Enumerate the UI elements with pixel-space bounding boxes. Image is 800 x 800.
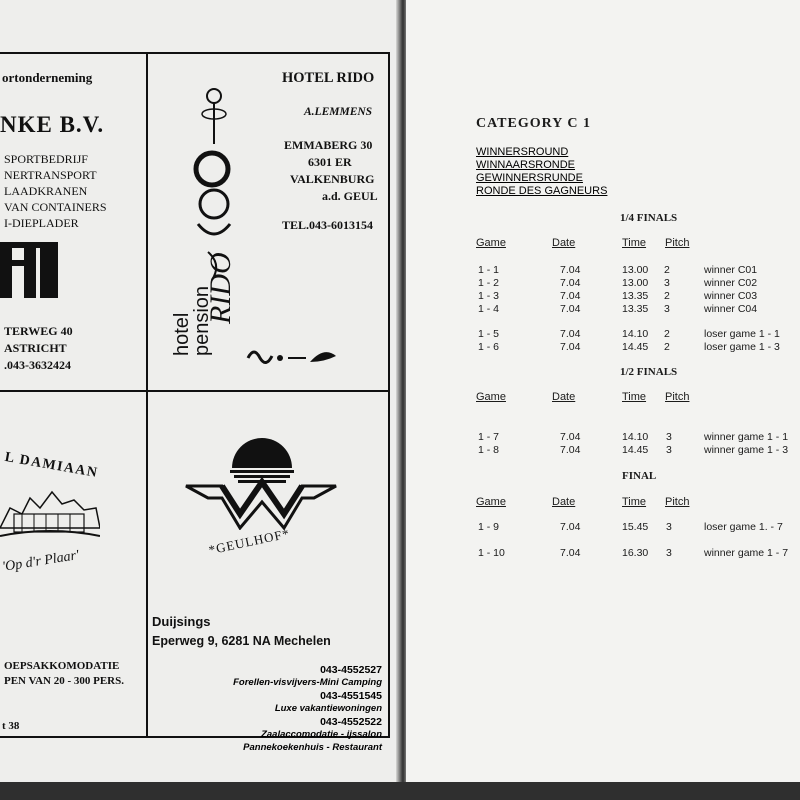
- cell-game: 1 - 9: [478, 521, 500, 533]
- cell-pitch: 3: [664, 303, 670, 315]
- ad-transport-company-name: NKE B.V.: [0, 112, 105, 137]
- ad-transport-line: NERTRANSPORT: [4, 168, 97, 182]
- cell-time: 15.45: [622, 521, 649, 533]
- cell-time: 13.00: [622, 277, 649, 289]
- ad-transport-line: ortonderneming: [2, 70, 93, 85]
- cell-time: 14.45: [622, 341, 649, 353]
- round-title: WINNERSROUND: [476, 146, 569, 158]
- cell-date: 7.04: [560, 444, 581, 456]
- header-date: Date: [552, 496, 576, 508]
- geulhof-logo-text: *GEULHOF*: [207, 525, 292, 558]
- cell-game: 1 - 3: [478, 290, 500, 302]
- ad-transport-line: I-DIEPLADER: [4, 216, 79, 230]
- right-page-schedule: [406, 0, 800, 800]
- hotel-rido-logo-icon: [168, 74, 250, 364]
- header-time: Time: [622, 496, 647, 508]
- ad-geulhof: [148, 392, 390, 753]
- cell-pitch: 3: [666, 521, 672, 533]
- cell-pitch: 2: [664, 328, 670, 340]
- cell-note: winner C01: [704, 264, 758, 276]
- cell-game: 1 - 10: [478, 547, 505, 559]
- cell-time: 14.45: [622, 444, 649, 456]
- cell-date: 7.04: [560, 277, 581, 289]
- header-date: Date: [552, 391, 576, 403]
- cell-game: 1 - 7: [478, 431, 500, 443]
- building-illustration-icon: [0, 478, 100, 542]
- header-pitch: Pitch: [665, 391, 690, 403]
- damiaan-line: OEPSAKKOMODATIE: [4, 660, 120, 672]
- header-time: Time: [622, 391, 647, 403]
- geulhof-details: [233, 664, 382, 755]
- geulhof-detail-line: 043-4552522: [320, 716, 382, 728]
- cell-date: 7.04: [560, 303, 581, 315]
- round-title: GEWINNERSRUNDE: [476, 172, 583, 184]
- cell-time: 16.30: [622, 547, 649, 559]
- header-game: Game: [476, 391, 506, 403]
- header-game: Game: [476, 237, 506, 249]
- cell-game: 1 - 2: [478, 277, 500, 289]
- section-title-final: FINAL: [622, 470, 657, 482]
- category-heading: CATEGORY C 1: [476, 116, 591, 131]
- hotel-rido-owner: A.LEMMENS: [304, 106, 373, 118]
- cell-time: 14.10: [622, 328, 649, 340]
- cell-note: winner C04: [704, 303, 758, 315]
- ad-transport-company: [0, 54, 146, 390]
- geulhof-company: Duijsings: [152, 614, 211, 629]
- hotel-rido-city: VALKENBURG: [290, 172, 375, 186]
- cell-pitch: 2: [664, 264, 670, 276]
- geulhof-address: Eperweg 9, 6281 NA Mechelen: [152, 634, 331, 648]
- cell-time: 13.00: [622, 264, 649, 276]
- section-title-semi-finals: 1/2 FINALS: [620, 366, 678, 378]
- cell-game: 1 - 6: [478, 341, 500, 353]
- ad-transport-line: SPORTBEDRIJF: [4, 152, 88, 166]
- ad-transport-phone: .043-3632424: [4, 358, 71, 372]
- ad-transport-city: ASTRICHT: [4, 341, 67, 355]
- cell-pitch: 2: [664, 341, 670, 353]
- ad-damiaan: [0, 392, 146, 738]
- cell-note: winner game 1 - 3: [704, 444, 789, 456]
- geulhof-logo-icon: [184, 424, 338, 530]
- svg-text:pension: pension: [191, 285, 213, 356]
- ad-hotel-rido: [148, 54, 390, 390]
- geulhof-detail-line: Pannekoekenhuis - Restaurant: [243, 742, 382, 753]
- damiaan-banner: 'Op d'r Plaar': [1, 548, 81, 575]
- cell-time: 14.10: [622, 431, 649, 443]
- hotel-rido-postcode: 6301 ER: [308, 155, 352, 169]
- damiaan-line: PEN VAN 20 - 300 PERS.: [4, 675, 124, 687]
- damiaan-arc-text: L DAMIAAN: [3, 449, 100, 482]
- hotel-rido-name: HOTEL RIDO: [282, 70, 375, 86]
- cell-note: loser game 1 - 1: [704, 328, 780, 340]
- cell-game: 1 - 8: [478, 444, 500, 456]
- geulhof-detail-line: Forellen-visvijvers-Mini Camping: [233, 677, 382, 688]
- cell-pitch: 3: [666, 444, 672, 456]
- cell-date: 7.04: [560, 290, 581, 302]
- cell-pitch: 3: [666, 547, 672, 559]
- cell-date: 7.04: [560, 431, 581, 443]
- geulhof-detail-line: 043-4552527: [320, 664, 382, 676]
- cell-game: 1 - 1: [478, 264, 500, 276]
- geulhof-detail-line: Zaalaccomodatie - ijssalon: [261, 729, 382, 740]
- cell-pitch: 3: [666, 431, 672, 443]
- cell-time: 13.35: [622, 290, 649, 302]
- ad-transport-street: TERWEG 40: [4, 324, 73, 338]
- cell-note: winner game 1 - 7: [704, 547, 789, 559]
- cell-date: 7.04: [560, 547, 581, 559]
- cell-note: winner game 1 - 1: [704, 431, 789, 443]
- hotel-rido-phone: TEL.043-6013154: [282, 218, 374, 232]
- cell-note: loser game 1. - 7: [704, 521, 783, 533]
- svg-text:RIDO: RIDO: [204, 252, 237, 324]
- ornament-icon: [244, 344, 340, 370]
- header-pitch: Pitch: [665, 237, 690, 249]
- cell-note: winner C02: [704, 277, 758, 289]
- cell-pitch: 3: [664, 277, 670, 289]
- geulhof-detail-line: 043-4551545: [320, 690, 382, 702]
- header-time: Time: [622, 237, 647, 249]
- ad-transport-line: LAADKRANEN: [4, 184, 88, 198]
- cell-time: 13.35: [622, 303, 649, 315]
- cell-pitch: 2: [664, 290, 670, 302]
- section-title-quarter-finals: 1/4 FINALS: [620, 212, 678, 224]
- cell-note: winner C03: [704, 290, 758, 302]
- cell-note: loser game 1 - 3: [704, 341, 780, 353]
- damiaan-line: t 38: [2, 720, 20, 732]
- hotel-rido-region: a.d. GEUL: [322, 189, 378, 203]
- ad-grid: [0, 52, 390, 753]
- header-pitch: Pitch: [665, 496, 690, 508]
- svg-text:hotel: hotel: [171, 312, 193, 356]
- transport-logo-icon: [0, 238, 60, 300]
- cell-game: 1 - 4: [478, 303, 500, 315]
- hotel-rido-street: EMMABERG 30: [284, 138, 373, 152]
- header-date: Date: [552, 237, 576, 249]
- header-game: Game: [476, 496, 506, 508]
- ad-transport-line: VAN CONTAINERS: [4, 200, 107, 214]
- cell-date: 7.04: [560, 264, 581, 276]
- cell-date: 7.04: [560, 328, 581, 340]
- round-title: RONDE DES GAGNEURS: [476, 185, 608, 197]
- book-bottom-edge: [0, 782, 800, 800]
- geulhof-detail-line: Luxe vakantiewoningen: [274, 703, 382, 714]
- round-titles: [476, 146, 607, 198]
- cell-game: 1 - 5: [478, 328, 500, 340]
- cell-date: 7.04: [560, 341, 581, 353]
- cell-date: 7.04: [560, 521, 581, 533]
- round-title: WINNAARSRONDE: [476, 159, 576, 171]
